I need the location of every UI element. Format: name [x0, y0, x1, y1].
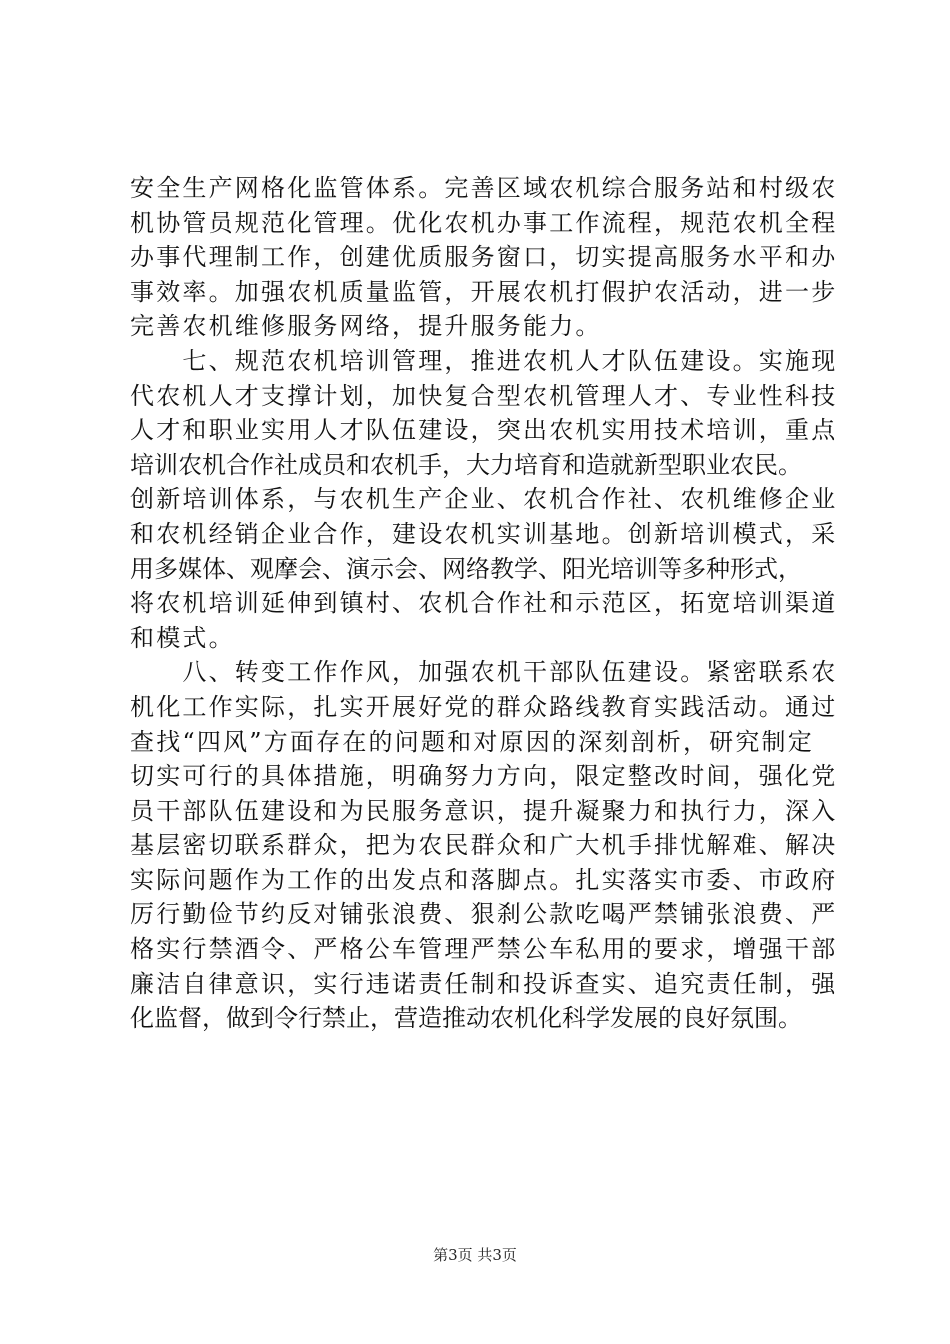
- document-body: [130, 171, 842, 1036]
- text-line: 切实可行的具体措施，明确努力方向，限定整改时间，强化党: [130, 762, 838, 791]
- text-line: 完善农机维修服务网络，提升服务能力。: [130, 312, 602, 341]
- text-line: 格实行禁酒令、严格公车管理严禁公车私用的要求，增强干部: [130, 935, 838, 964]
- text-line: 廉洁自律意识，实行违诺责任制和投诉查实、追究责任制，强: [130, 969, 838, 998]
- text-line: 查找“四风”方面存在的问题和对原因的深刻剖析，研究制定: [130, 727, 814, 756]
- paragraph-7-start: 七、规范农机培训管理，推进农机人才队伍建设。实施现: [130, 346, 838, 375]
- text-line: 机化工作实际，扎实开展好党的群众路线教育实践活动。通过: [130, 692, 838, 721]
- text-line: 和农机经销企业合作，建设农机实训基地。创新培训模式，采: [130, 519, 838, 548]
- text-line: 厉行勤俭节约反对铺张浪费、狠刹公款吃喝严禁铺张浪费、严: [130, 900, 838, 929]
- text-line: 基层密切联系群众，把为农民群众和广大机手排忧解难、解决: [130, 831, 838, 860]
- text-line: 机协管员规范化管理。优化农机办事工作流程，规范农机全程: [130, 208, 838, 237]
- text-line: 创新培训体系，与农机生产企业、农机合作社、农机维修企业: [130, 485, 838, 514]
- text-line: 化监督，做到令行禁止，营造推动农机化科学发展的良好氛围。: [130, 1004, 802, 1033]
- text-line: 代农机人才支撑计划，加快复合型农机管理人才、专业性科技: [130, 381, 838, 410]
- text-line: 办事代理制工作，创建优质服务窗口，切实提高服务水平和办: [130, 243, 838, 272]
- text-line: 实际问题作为工作的出发点和落脚点。扎实落实市委、市政府: [130, 865, 838, 894]
- text-line: 培训农机合作社成员和农机手，大力培育和造就新型职业农民。: [130, 450, 802, 479]
- text-line: 人才和职业实用人才队伍建设，突出农机实用技术培训，重点: [130, 416, 838, 445]
- text-line: 和模式。: [130, 623, 235, 652]
- paragraph-8-start: 八、转变工作作风，加强农机干部队伍建设。紧密联系农: [130, 658, 838, 687]
- text-line: 用多媒体、观摩会、演示会、网络教学、阳光培训等多种形式，: [130, 554, 802, 583]
- text-line: 安全生产网格化监管体系。完善区域农机综合服务站和村级农: [130, 174, 838, 202]
- text-line: 员干部队伍建设和为民服务意识，提升凝聚力和执行力，深入: [130, 796, 838, 825]
- page-number-footer: 第3页 共3页: [433, 1246, 517, 1264]
- text-line: 将农机培训延伸到镇村、农机合作社和示范区，拓宽培训渠道: [130, 589, 838, 618]
- text-line: 事效率。加强农机质量监管，开展农机打假护农活动，进一步: [130, 277, 838, 306]
